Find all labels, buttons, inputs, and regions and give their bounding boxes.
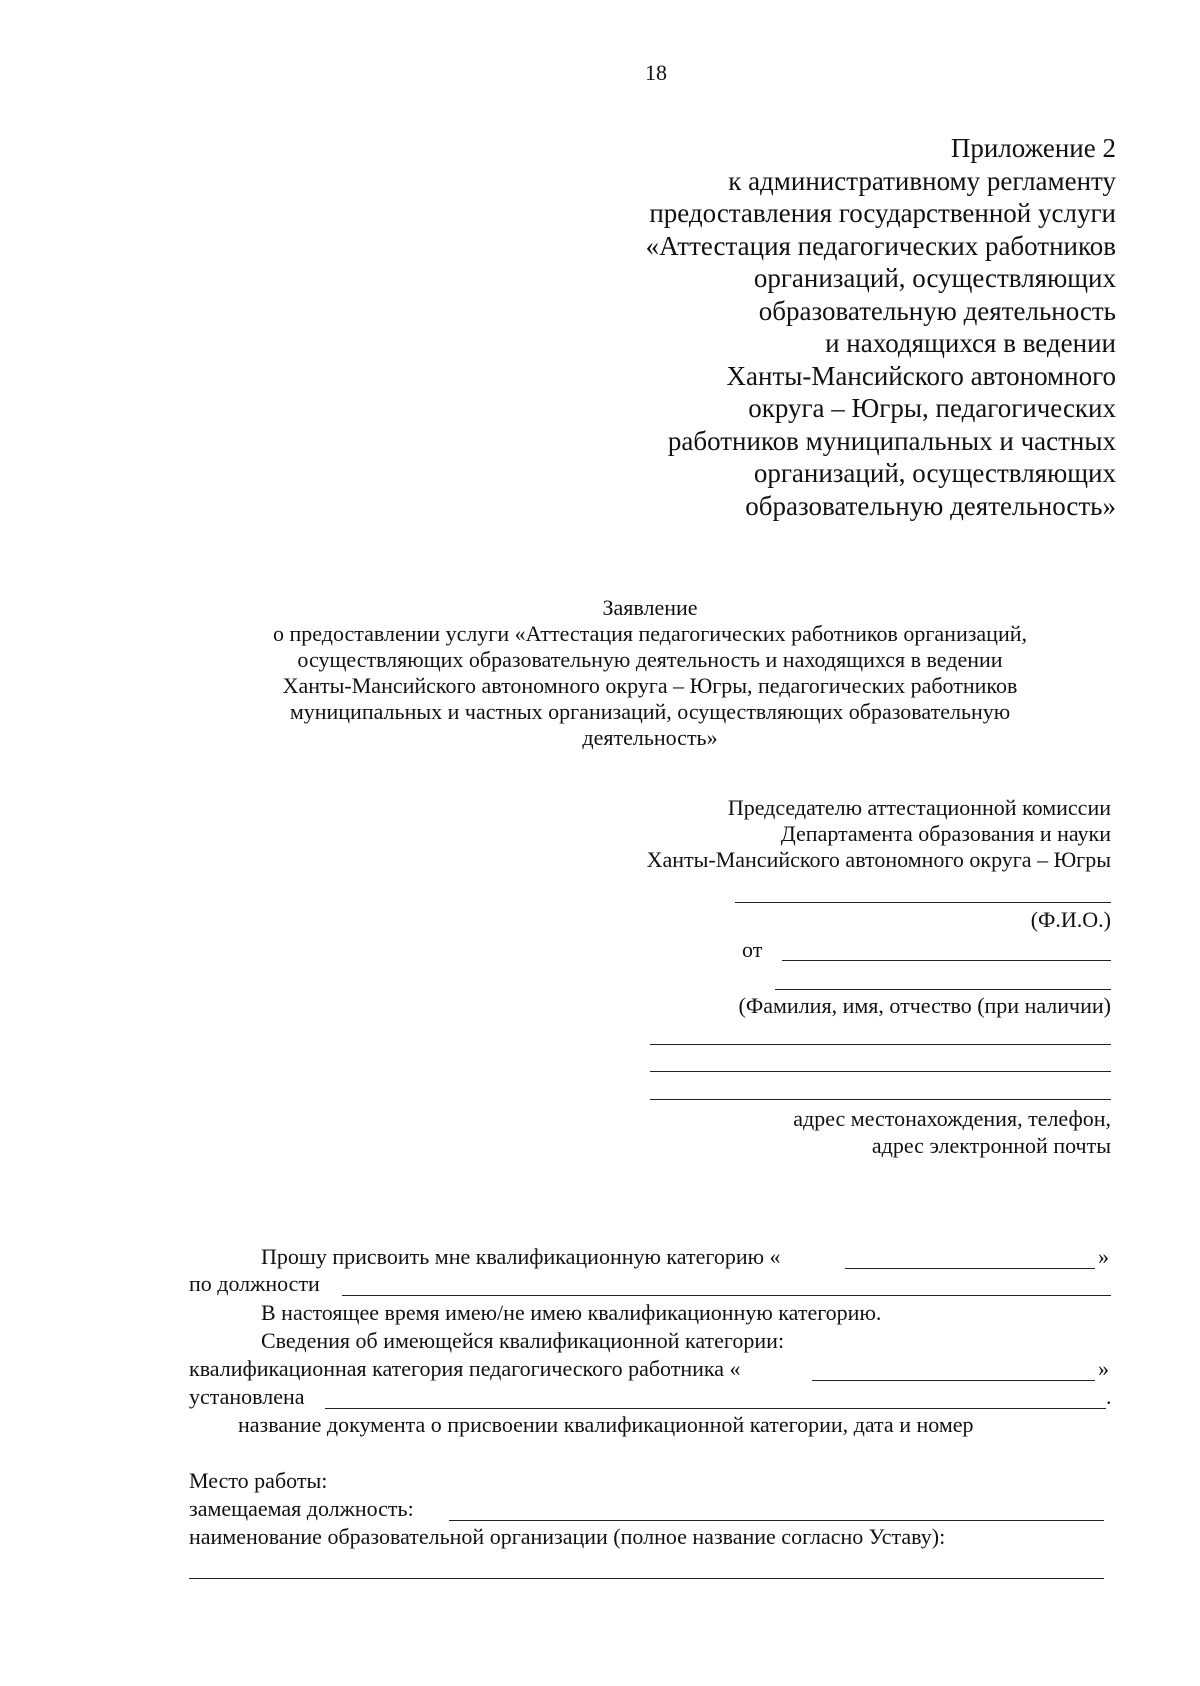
- established-field[interactable]: [325, 1408, 1106, 1409]
- statement-line: Ханты-Мансийского автономного округа – Югры, педагогических работников: [282, 673, 1018, 698]
- appendix-line: предоставления государственной услуги: [649, 198, 1116, 228]
- fio-label: (Ф.И.О.): [1030, 907, 1111, 932]
- current-status-text: В настоящее время имею/не имею квалификационную категорию.: [261, 1300, 882, 1325]
- statement-line: осуществляющих образовательную деятельность и находящихся в ведении: [297, 647, 1003, 672]
- appendix-line: округа – Югры, педагогических: [748, 393, 1116, 423]
- job-title-field[interactable]: [449, 1520, 1104, 1521]
- requested-category-field[interactable]: [845, 1268, 1095, 1269]
- applicant-name-label: (Фамилия, имя, отчество (при наличии): [738, 993, 1111, 1018]
- org-name-label: наименование образовательной организации (полное название согласно Уставу):: [189, 1524, 946, 1549]
- appendix-line: работников муниципальных и частных: [667, 425, 1116, 456]
- existing-info-text: Сведения об имеющейся квалификационной категории:: [261, 1328, 785, 1353]
- addressee-line: Департамента образования и науки: [780, 821, 1111, 846]
- document-caption: название документа о присвоении квалификационной категории, дата и номер: [238, 1412, 974, 1437]
- contacts-label-line2: адрес электронной почты: [871, 1133, 1111, 1158]
- addressee-line: Ханты-Мансийского автономного округа – Югры: [646, 847, 1111, 872]
- chairman-fio-field[interactable]: [735, 902, 1111, 903]
- org-name-field[interactable]: [189, 1578, 1104, 1579]
- position-label: по должности: [189, 1271, 320, 1296]
- appendix-line: организаций, осуществляющих: [753, 458, 1116, 488]
- from-label: от: [742, 937, 763, 962]
- appendix-line: образовательную деятельность»: [745, 490, 1116, 521]
- request-text: Прошу присвоить мне квалификационную категорию «: [261, 1244, 781, 1269]
- appendix-line: образовательную деятельность: [758, 295, 1116, 326]
- page-number: 18: [645, 60, 667, 85]
- established-label: установлена: [189, 1384, 305, 1409]
- statement-title: Заявление: [602, 595, 698, 620]
- request-quote-close: »: [1098, 1244, 1109, 1269]
- appendix-line: Приложение 2: [950, 133, 1116, 163]
- appendix-line: «Аттестация педагогических работников: [645, 230, 1116, 261]
- category-quote-close: »: [1098, 1356, 1109, 1381]
- addressee-block: [411, 795, 1111, 873]
- statement-line: о предоставлении услуги «Аттестация педагогических работников организаций,: [273, 621, 1027, 646]
- statement-title-block: [210, 595, 1090, 751]
- contact-line-2[interactable]: [650, 1071, 1111, 1072]
- statement-line: деятельность»: [582, 725, 718, 750]
- applicant-from-field[interactable]: [782, 960, 1111, 961]
- addressee-line: Председателю аттестационной комиссии: [727, 795, 1111, 820]
- workplace-label: Место работы:: [189, 1468, 328, 1493]
- established-period: .: [1106, 1384, 1112, 1409]
- appendix-line: организаций, осуществляющих: [753, 263, 1116, 293]
- contact-line-1[interactable]: [650, 1044, 1111, 1045]
- job-title-label: замещаемая должность:: [189, 1496, 414, 1521]
- appendix-line: и находящихся в ведении: [825, 328, 1116, 358]
- appendix-line: Ханты-Мансийского автономного: [726, 360, 1116, 391]
- current-category-field[interactable]: [812, 1380, 1095, 1381]
- contact-line-3[interactable]: [650, 1099, 1111, 1100]
- applicant-name-field[interactable]: [775, 989, 1111, 990]
- position-field[interactable]: [342, 1295, 1111, 1296]
- category-text: квалификационная категория педагогического работника «: [189, 1356, 741, 1381]
- appendix-header: [416, 132, 1116, 522]
- appendix-line: к административному регламенту: [728, 165, 1116, 196]
- contacts-label-line1: адрес местонахождения, телефон,: [793, 1106, 1111, 1131]
- statement-line: муниципальных и частных организаций, осуществляющих образовательную: [289, 699, 1011, 724]
